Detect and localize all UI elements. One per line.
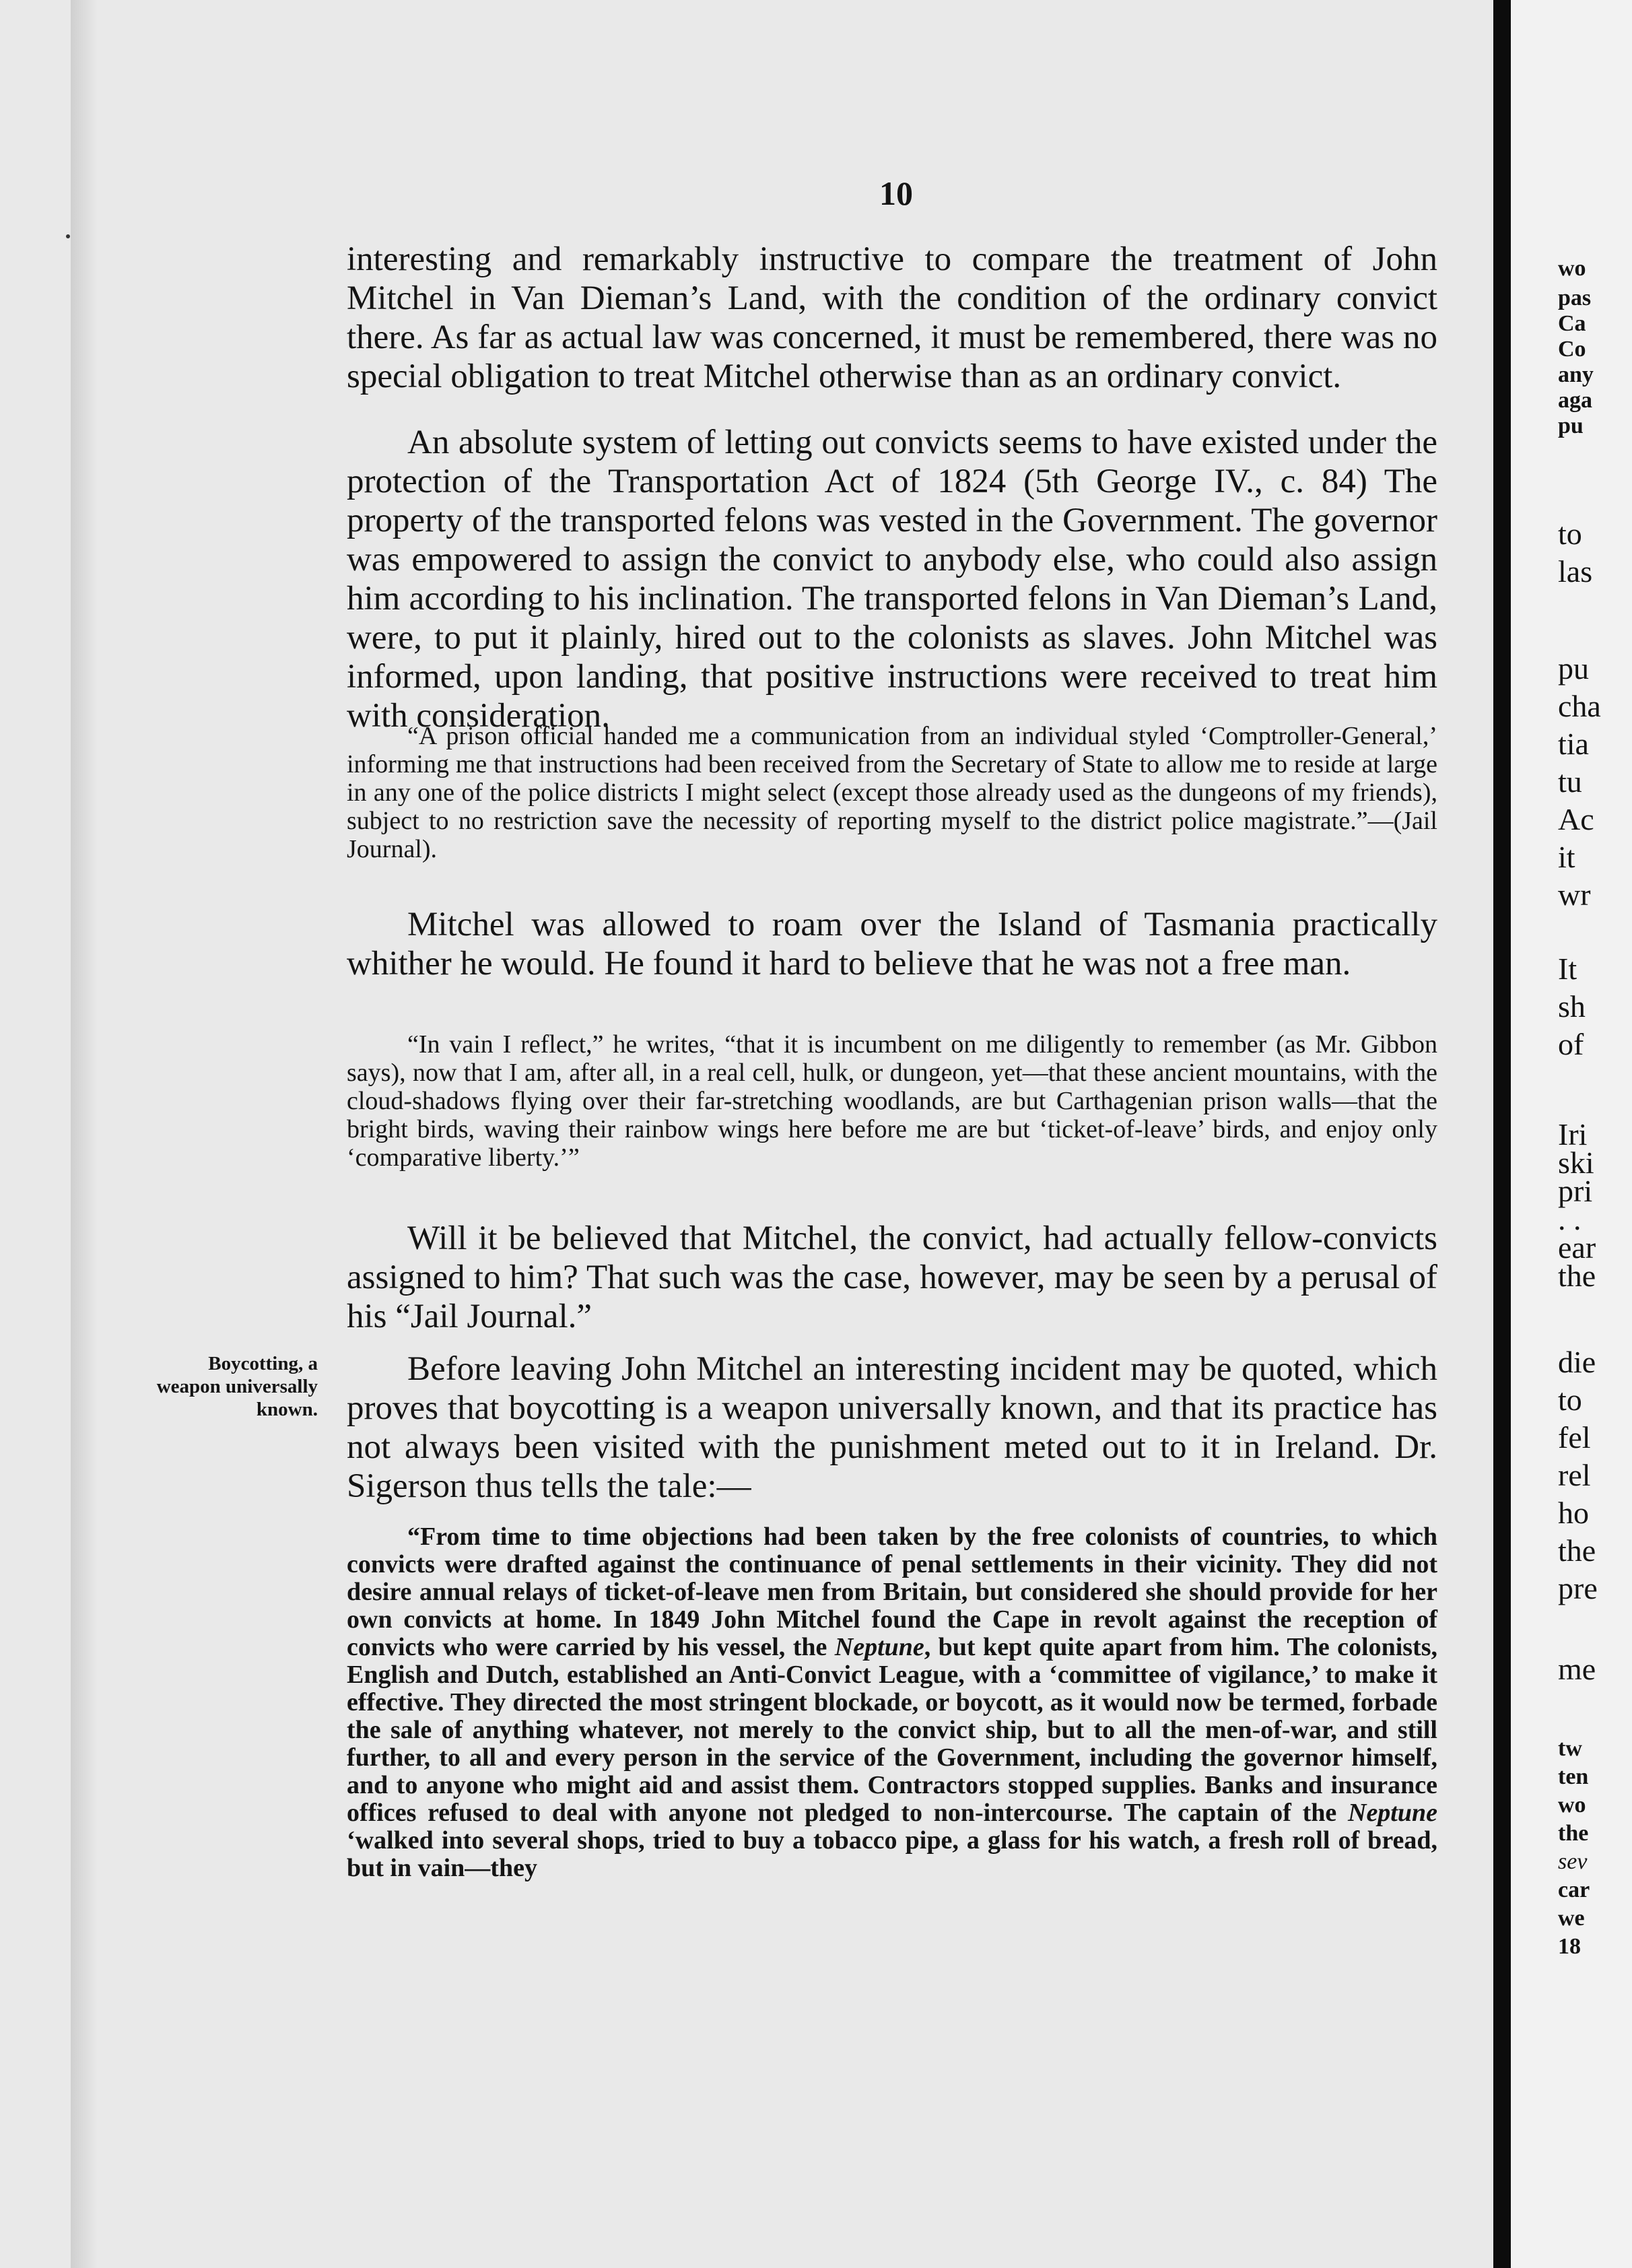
facing-page-fragment: fel (1558, 1420, 1591, 1455)
facing-page-fragment: pas (1558, 286, 1592, 310)
facing-page-fragment: ear (1558, 1230, 1596, 1265)
facing-page-fragment: the (1558, 1259, 1596, 1293)
ship-name-2: Neptune (1348, 1799, 1437, 1827)
quote-sigerson (347, 1523, 1437, 1882)
ink-speck (66, 234, 70, 238)
facing-page-fragment: to (1558, 1382, 1582, 1417)
facing-page-fragment: we (1558, 1906, 1585, 1931)
facing-page-fragment: Ca (1558, 311, 1586, 336)
paragraph-5 (347, 1349, 1437, 1506)
paragraph-2-text: An absolute system of letting out convicts seems to have existed under the protection of the Transportation Act of 1824 (5th George IV., c. 84) The property of the transported felons was vested in the Government. The governor was empowered to assign the convict to anybody else, who could also assign him according to his inclination. The transported felons in Van Dieman’s Land, were, to put it plainly, hired out to the colonists as slaves. John Mitchel was informed, upon landing, that positive instructions were received to treat him with consideration. (347, 424, 1437, 735)
quote-3-part-c: ‘walked into several shops, tried to buy a tobacco pipe, a glass for his watch, a fresh roll of bread, but in vain—they (347, 1826, 1437, 1882)
facing-page-fragment: ho (1558, 1496, 1589, 1530)
paragraph-3 (347, 905, 1437, 983)
facing-page-fragment: 18 (1558, 1934, 1581, 1959)
facing-page-fragment: the (1558, 1821, 1589, 1846)
facing-page-fragment: to (1558, 516, 1582, 551)
facing-page-fragment: rel (1558, 1458, 1591, 1492)
paragraph-4-text: Will it be believed that Mitchel, the convict, had actually fellow-convicts assigned to him? That such was the case, however, may be seen by a perusal of his “Jail Journal.” (347, 1220, 1437, 1335)
facing-page-fragment: pre (1558, 1571, 1598, 1605)
quote-jail-journal-2 (347, 1030, 1437, 1172)
facing-page-fragment: pri (1558, 1174, 1593, 1208)
facing-page-fragment: wr (1558, 877, 1591, 912)
facing-page-fragment: it (1558, 840, 1575, 874)
margin-note: Boycotting, a weapon universally known. (156, 1353, 318, 1420)
facing-page-fragment: Ac (1558, 802, 1594, 836)
quote-3-part-b: , but kept quite apart from him. The colonists, English and Dutch, established an Anti-Convict League, with a ‘committee of vigilance,’ to make it effective. They directed the most stringent blockade, or boycott, as it would now be termed, forbade the sale of anything whatever, not merely to the convict ship, but to all the men-of-war, and still further, to all and every person in the service of the Government, including the governor himself, and to anyone who might aid and assist them. Contractors stopped supplies. Banks and insurance offices refused to deal with anyone not pledged to non-intercourse. The captain of the (347, 1633, 1437, 1827)
facing-page-fragment: me (1558, 1652, 1596, 1686)
page-edge-shadow (71, 0, 98, 2268)
paragraph-2 (347, 423, 1437, 735)
facing-page-fragment: tw (1558, 1736, 1582, 1761)
quote-jail-journal-1 (347, 722, 1437, 863)
facing-page-fragment: die (1558, 1345, 1596, 1379)
paragraph-1-text: interesting and remarkably instructive to compare the treatment of John Mitchel in Van Dieman’s Land, with the condition of the ordinary convict there. As far as actual law was concerned, it must be remembered, there was no special obligation to treat Mitchel otherwise than as an ordinary convict. (347, 240, 1437, 395)
facing-page-fragment: sh (1558, 989, 1586, 1024)
facing-page-fragment: wo (1558, 256, 1586, 281)
facing-page-fragment: wo (1558, 1793, 1586, 1817)
book-spine-gutter (1493, 0, 1511, 2268)
facing-page-fragment: aga (1558, 388, 1592, 413)
quote-3-part-a: “From time to time objections had been taken by the free colonists of countries, to which convicts were drafted against the continuance of penal settlements in their vicinity. They did not desire annual relays of ticket-of-leave men from Britain, but considered she should provide for her own convicts at home. In 1849 John Mitchel found the Cape in revolt against the reception of convicts who were carried by his vessel, the (347, 1523, 1437, 1661)
facing-page-fragment: Iri (1558, 1117, 1588, 1152)
facing-page-fragment: any (1558, 362, 1594, 387)
quote-2-text: “In vain I reflect,” he writes, “that it is incumbent on me diligently to remember (as Mr. Gibbon says), now that I am, after all, in a real cell, hulk, or dungeon, yet—that these ancient mountains, with the cloud-shadows flying over their far-stretching woodlands, are but Carthagenian prison walls—that the bright birds, waving their rainbow wings here before me are but ‘ticket-of-leave’ birds, and enjoy only ‘comparative liberty.’” (347, 1030, 1437, 1172)
paragraph-5-text: Before leaving John Mitchel an interesting incident may be quoted, which proves that boycotting is a weapon universally known, and that its practice has not always been visited with the punishment meted out to it in Ireland. Dr. Sigerson thus tells the tale:— (347, 1350, 1437, 1505)
facing-page-fragment: ski (1558, 1145, 1594, 1180)
facing-page-fragment: . . (1558, 1202, 1582, 1236)
facing-page-fragment: car (1558, 1877, 1590, 1902)
facing-page-fragment: tia (1558, 727, 1589, 761)
ship-name: Neptune (834, 1633, 924, 1661)
facing-page-fragment: sev (1558, 1849, 1588, 1874)
facing-page-fragment: Co (1558, 337, 1586, 362)
page-number: 10 (879, 174, 913, 212)
quote-1-text: “A prison official handed me a communication from an individual styled ‘Comptroller-General,’ informing me that instructions had been received from the Secretary of State to allow me to reside at large in any one of the police districts I might select (except those already used as the dungeons of my friends), subject to no restriction save the necessity of reporting myself to the district police magistrate.”—(Jail Journal). (347, 722, 1437, 863)
facing-page-fragment: las (1558, 554, 1593, 589)
facing-page-fragment: cha (1558, 689, 1601, 723)
facing-page-fragment: of (1558, 1027, 1584, 1061)
facing-page-fragment: tu (1558, 764, 1582, 799)
facing-page-fragment: It (1558, 952, 1577, 986)
paragraph-3-text: Mitchel was allowed to roam over the Island of Tasmania practically whither he would. He found it hard to believe that he was not a free man. (347, 906, 1437, 982)
facing-page-fragment: pu (1558, 651, 1589, 686)
quote-3-text (347, 1523, 1437, 1882)
facing-page-fragment: pu (1558, 413, 1584, 438)
facing-page-fragment: ten (1558, 1764, 1589, 1789)
paragraph-4 (347, 1219, 1437, 1336)
facing-page-fragment: the (1558, 1533, 1596, 1568)
paragraph-1 (347, 240, 1437, 396)
